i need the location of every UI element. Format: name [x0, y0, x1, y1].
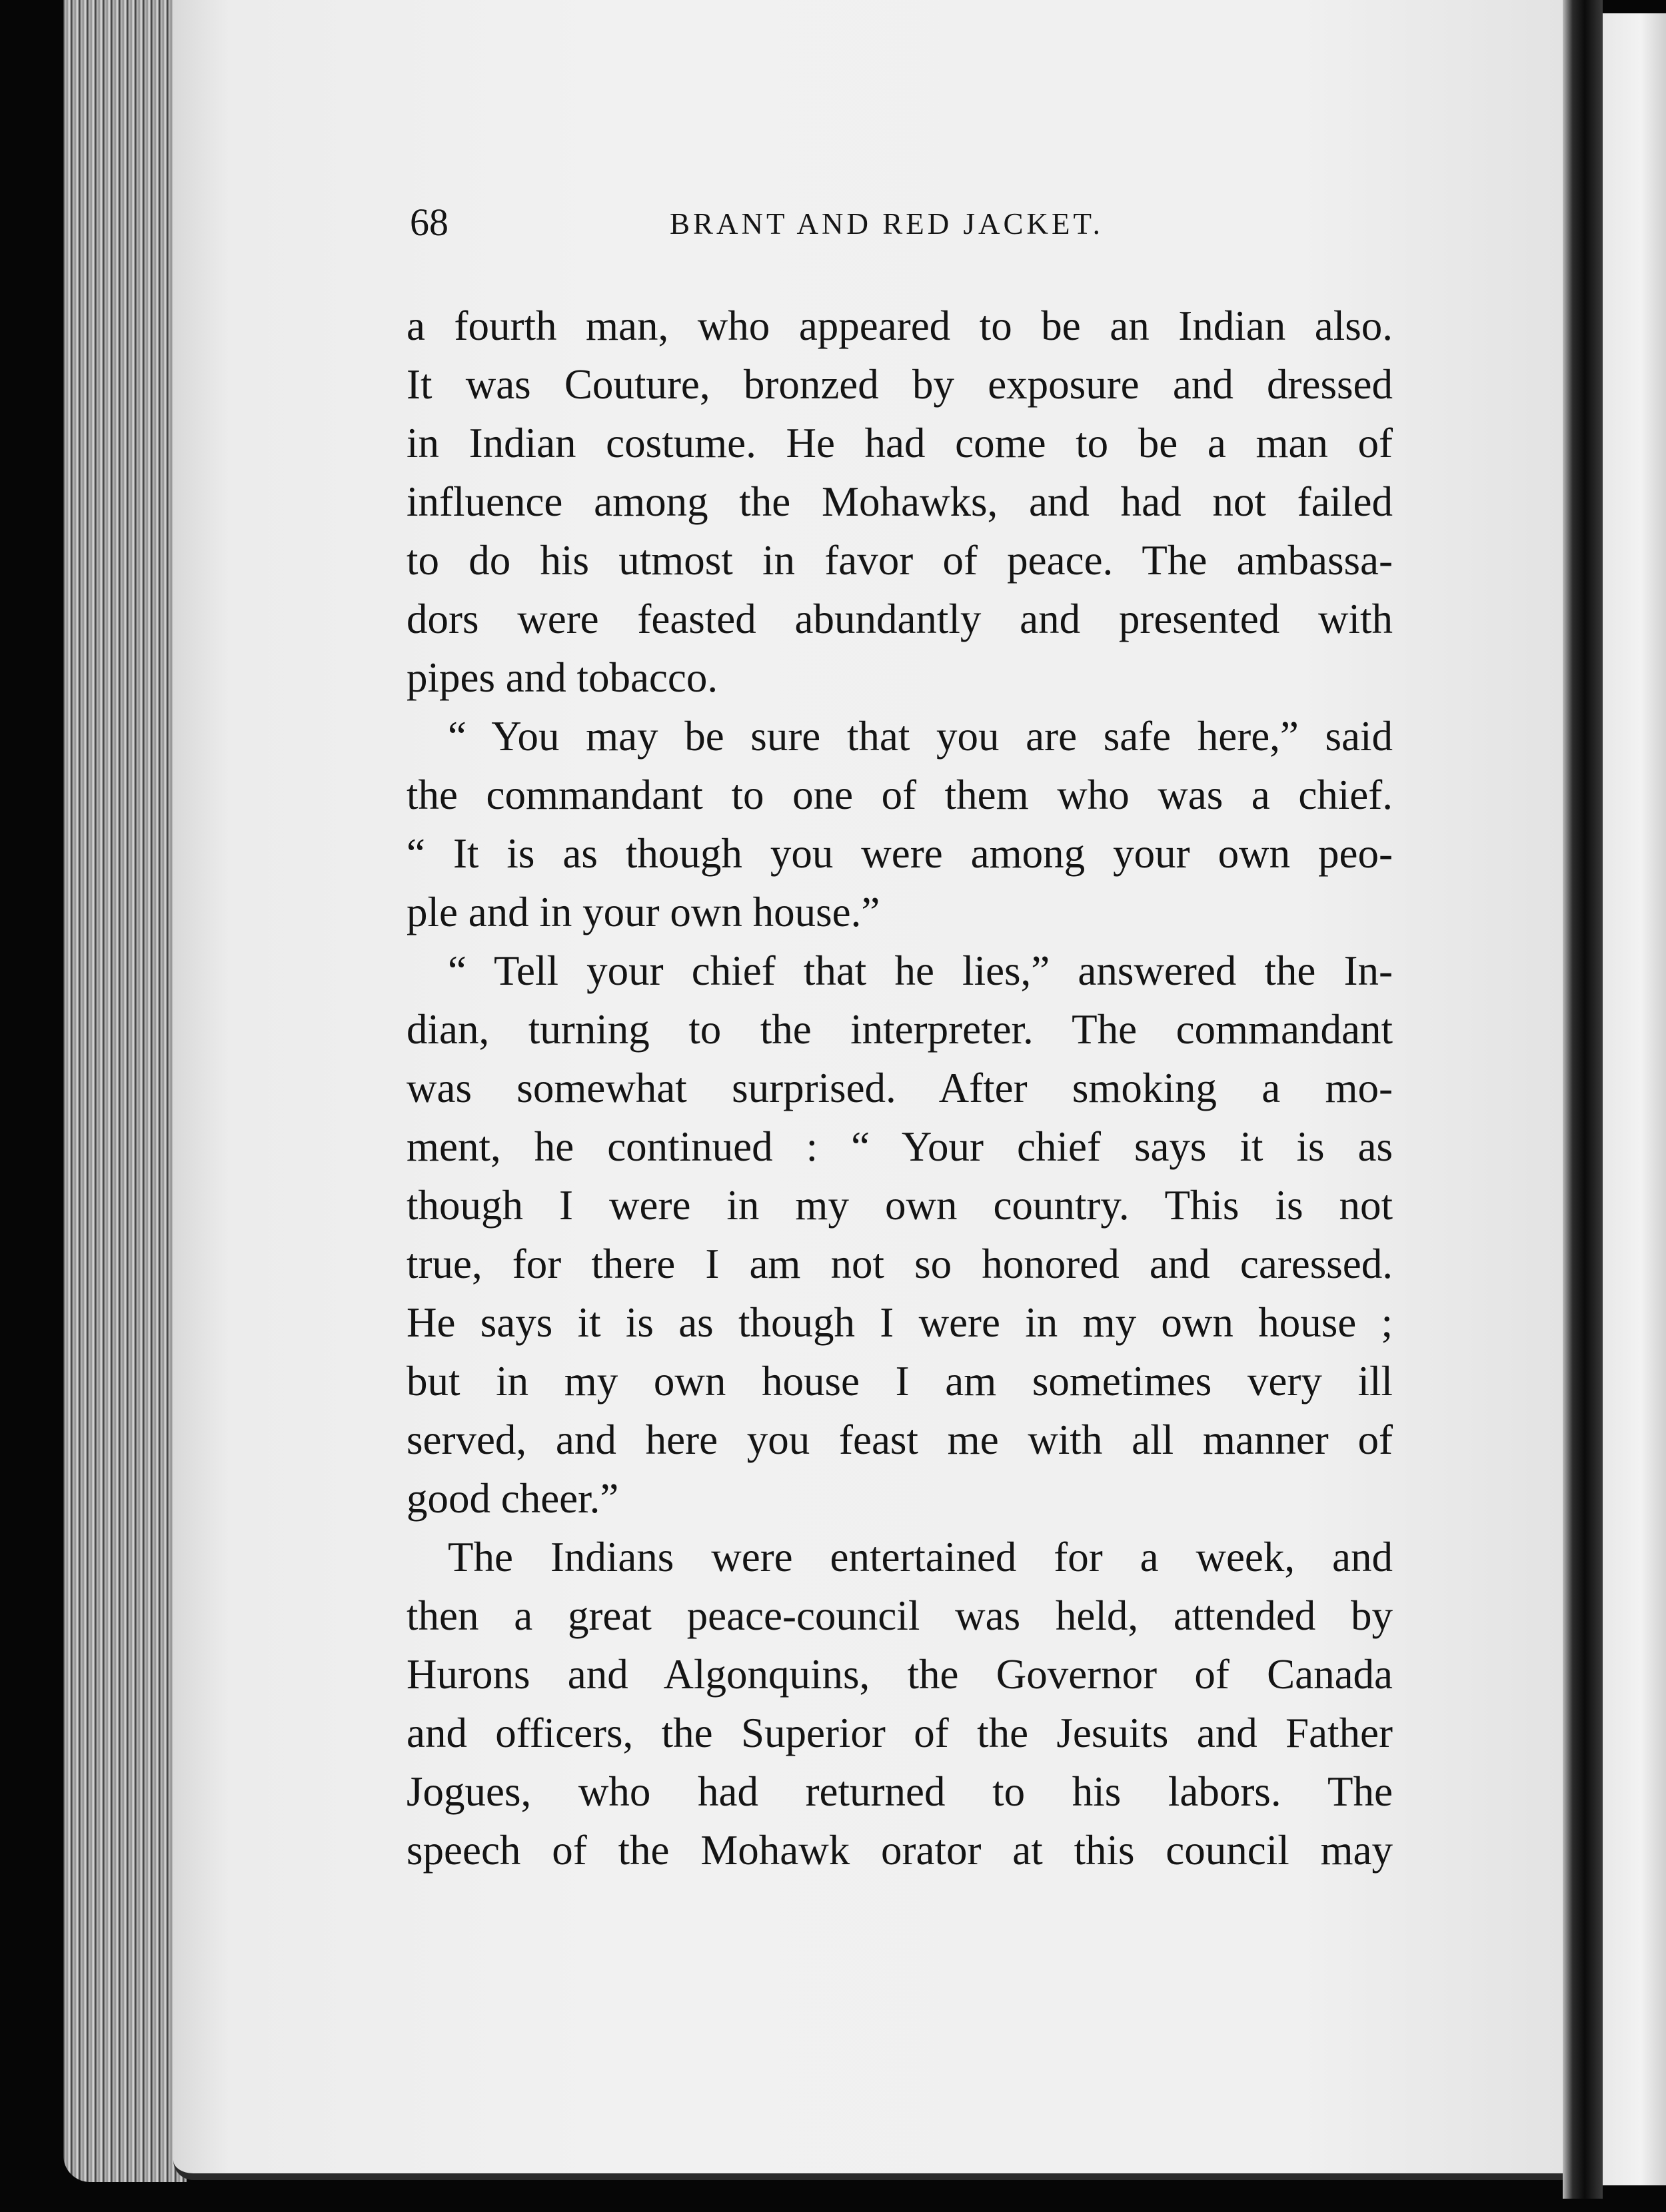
text-line: The Indians were entertained for a week, and — [448, 1534, 1393, 1580]
body-text — [407, 296, 1393, 1880]
text-line: a fourth man, who appeared to be an Indian also. — [407, 302, 1393, 349]
text-line: the commandant to one of them who was a chief. — [407, 772, 1393, 818]
page-header — [410, 200, 1183, 260]
text-line: Jogues, who had returned to his labors. The — [407, 1768, 1393, 1815]
text-line: He says it is as though I were in my own house ; — [407, 1299, 1393, 1346]
text-line: but in my own house I am sometimes very ill — [407, 1358, 1393, 1404]
text-line: to do his utmost in favor of peace. The ambassa- — [407, 537, 1393, 584]
text-line: and officers, the Superior of the Jesuits and Father — [407, 1710, 1393, 1756]
text-line: dian, turning to the interpreter. The commandant — [407, 1006, 1393, 1053]
book-gutter — [1563, 0, 1603, 2199]
text-line: true, for there I am not so honored and caressed. — [407, 1241, 1393, 1287]
text-line: “ You may be sure that you are safe here,” said — [448, 713, 1393, 760]
text-line: ple and in your own house.” — [407, 889, 880, 935]
text-line: then a great peace-council was held, attended by — [407, 1592, 1393, 1639]
text-line: good cheer.” — [407, 1475, 619, 1522]
text-line: “ It is as though you were among your own peo- — [407, 830, 1393, 877]
text-line: ment, he continued : “ Your chief says it is as — [407, 1123, 1393, 1170]
running-title: BRANT AND RED JACKET. — [670, 207, 1104, 241]
text-line: influence among the Mohawks, and had not failed — [407, 478, 1393, 525]
text-line: served, and here you feast me with all manner of — [407, 1416, 1393, 1463]
text-line: It was Couture, bronzed by exposure and dressed — [407, 361, 1393, 408]
text-line: in Indian costume. He had come to be a man of — [407, 420, 1393, 466]
book-page-edges — [63, 0, 187, 2182]
facing-page-sliver — [1603, 13, 1666, 2185]
text-line: speech of the Mohawk orator at this council may — [407, 1827, 1393, 1874]
text-line: Hurons and Algonquins, the Governor of Canada — [407, 1651, 1393, 1698]
text-line: pipes and tobacco. — [407, 654, 718, 701]
text-line: though I were in my own country. This is not — [407, 1182, 1393, 1229]
page-number: 68 — [410, 201, 448, 244]
text-line: “ Tell your chief that he lies,” answered the In- — [448, 947, 1393, 994]
text-line: was somewhat surprised. After smoking a mo- — [407, 1065, 1393, 1111]
text-line: dors were feasted abundantly and presented with — [407, 596, 1393, 642]
